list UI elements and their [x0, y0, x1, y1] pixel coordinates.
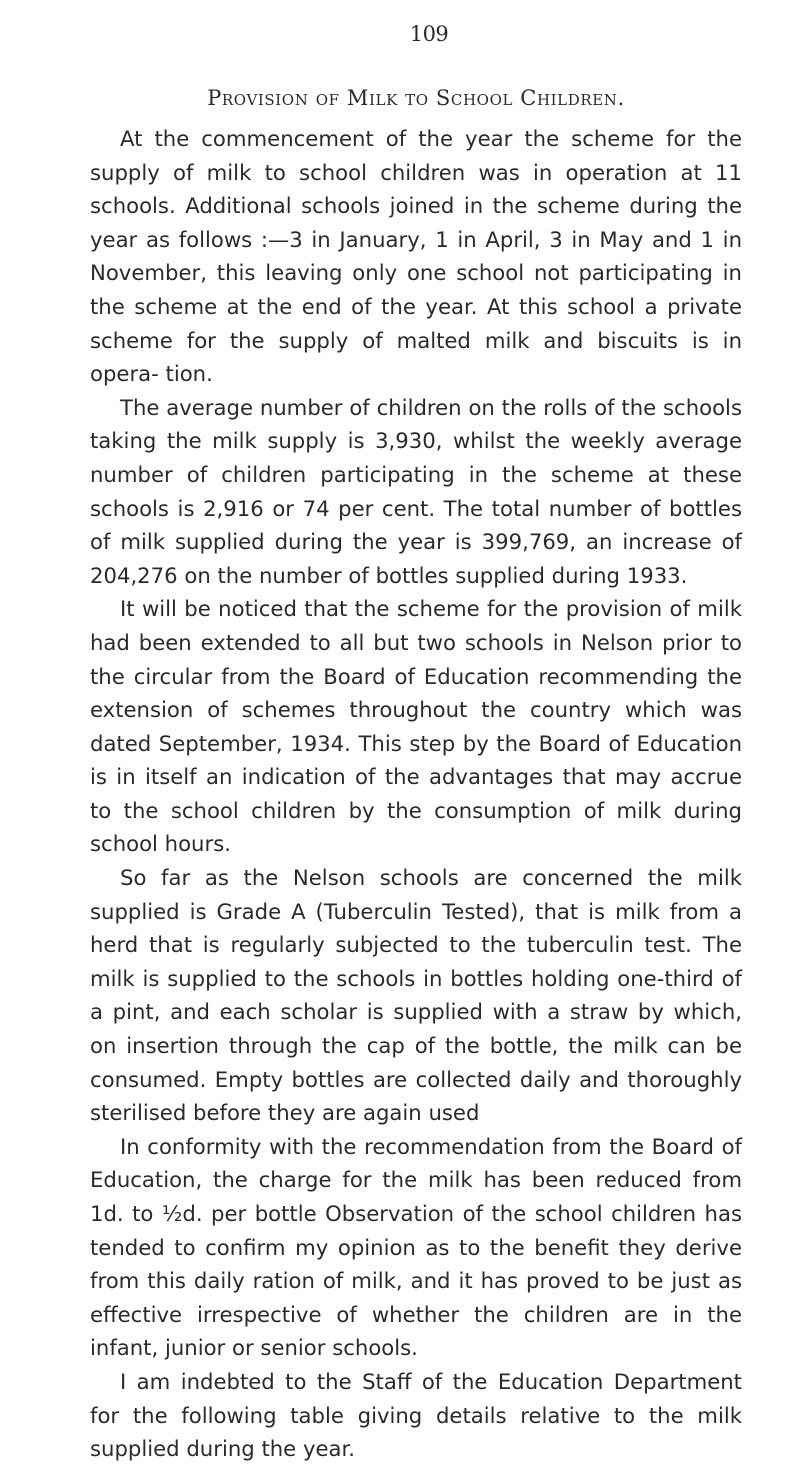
- paragraph-board-circular: It will be noticed that the scheme for the provision of milk had been extended to all but two schools in Nelson prior to the circular from the Board of Education recommending the extension of schemes throughout the country which was dated September, 1934. This step by the Board of Education is in itself an indication of the advantages that may accrue to the school children by the consumption of milk during school hours.: [90, 596, 742, 857]
- paragraph-acknowledgement: I am indebted to the Staff of the Education Department for the following table giving details relative to the milk supplied during the year.: [90, 1368, 742, 1462]
- paragraph-attendance-figures: The average number of children on the rolls of the schools taking the milk supply is 3,930, whilst the weekly average number of children participating in the scheme at these schools is 2,916 or 74 per cent. The total number of bottles of milk supplied during the year is 399,769, an increase of 204,276 on the number of bottles supplied during 1933.: [90, 394, 742, 588]
- paragraph-milk-grade: So far as the Nelson schools are concerned the milk supplied is Grade A (Tuberculin Tested), that is milk from a herd that is regularly subjected to the tuberculin test. The milk is supplied to the schools in bottles holding one-third of a pint, and each scholar is supplied with a straw by which, on insertion through the cap of the bottle, the milk can be consumed. Empty bottles are collected daily and thoroughly sterilised before they are again used: [90, 865, 742, 1126]
- section-title: Provision of Milk to School Children.: [207, 86, 625, 110]
- paragraph-scheme-schools: At the commencement of the year the scheme for the supply of milk to school children was in operation at 11 schools. Additional schools joined in the scheme during the year as follows :—3 in January, 1 in April, 3 in May and 1 in November, this leaving only one school not participating in the scheme at the end of the year. At this school a private scheme for the supply of malted milk and biscuits is in opera- tion.: [90, 126, 742, 387]
- page-number: 109: [409, 22, 449, 46]
- paragraph-charge-reduction: In conformity with the recommendation from the Board of Education, the charge for the milk has been reduced from 1d. to ½d. per bottle Observation of the school children has tended to confirm my opinion as to the benefit they derive from this daily ration of milk, and it has proved to be just as effective irrespective of whether the children are in the infant, junior or senior schools.: [90, 1133, 742, 1361]
- body-text: [90, 122, 742, 1466]
